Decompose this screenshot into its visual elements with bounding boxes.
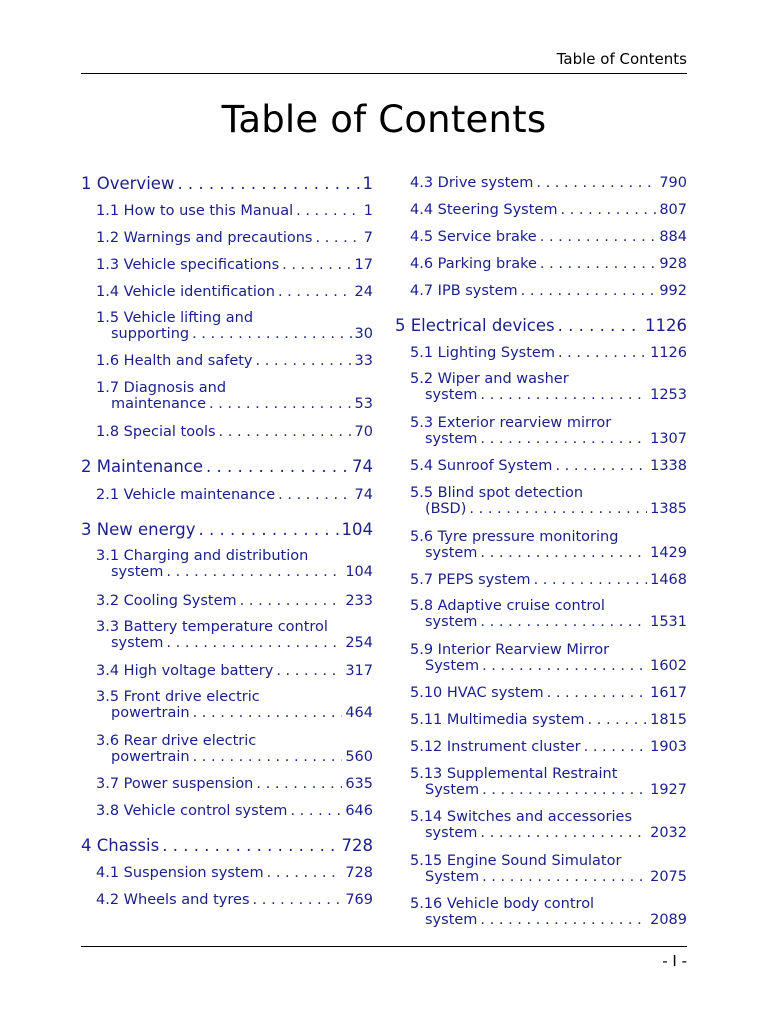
dot-leader: [162, 836, 338, 855]
toc-entry-label: 3.4 High voltage battery: [96, 663, 274, 679]
toc-page-number: 74: [354, 487, 373, 503]
toc-section-entry[interactable]: [395, 739, 687, 755]
toc-section-entry[interactable]: [81, 230, 373, 246]
dot-leader: [278, 487, 351, 503]
toc-section-entry[interactable]: [81, 776, 373, 792]
toc-page-number: 728: [345, 865, 373, 881]
toc-entry-label: 1.3 Vehicle specifications: [96, 257, 280, 273]
toc-entry-label: 5.1 Lighting System: [410, 345, 555, 361]
toc-entry-label: 2 Maintenance: [81, 457, 204, 476]
toc-section-entry[interactable]: [395, 685, 687, 701]
toc-page-number: 1602: [650, 658, 687, 674]
toc-entry-title: 3.6 Rear drive electric: [96, 733, 257, 749]
toc-entry-label: maintenance: [111, 396, 206, 412]
dot-leader: [480, 912, 647, 928]
toc-section-entry[interactable]: [81, 803, 373, 819]
toc-entry-label: System: [425, 869, 480, 885]
toc-page-number: 1927: [650, 782, 687, 798]
toc-entry-title: 5.8 Adaptive cruise control: [410, 598, 605, 614]
dot-leader: [166, 635, 342, 651]
toc-section-entry[interactable]: [81, 353, 373, 369]
toc-entry-label: 4.1 Suspension system: [96, 865, 264, 881]
toc-page-number: 1815: [650, 712, 687, 728]
toc-entry-title: 5.9 Interior Rearview Mirror: [410, 642, 610, 658]
toc-section-entry[interactable]: [395, 345, 687, 361]
dot-leader: [290, 803, 342, 819]
dot-leader: [482, 658, 647, 674]
toc-entry-title: 3.3 Battery temperature control: [96, 619, 328, 635]
toc-entry-label: system: [111, 564, 164, 580]
toc-entry-title: 3.1 Charging and distribution: [96, 548, 309, 564]
toc-page-number: 1385: [650, 501, 687, 517]
toc-entry-label: system: [425, 431, 478, 447]
toc-section-entry[interactable]: [395, 256, 687, 272]
toc-section-entry[interactable]: [81, 865, 373, 881]
toc-page-number: 635: [345, 776, 373, 792]
toc-page-number: 1253: [650, 387, 687, 403]
toc-section-entry[interactable]: [395, 175, 687, 191]
toc-entry-label: 5.11 Multimedia system: [410, 712, 585, 728]
toc-entry-label: 2.1 Vehicle maintenance: [96, 487, 276, 503]
toc-entry-label: 5.10 HVAC system: [410, 685, 544, 701]
toc-section-entry[interactable]: [395, 458, 687, 474]
toc-entry-label: 3.2 Cooling System: [96, 593, 237, 609]
toc-entry-label: 3 New energy: [81, 520, 196, 539]
toc-entry-label: supporting: [111, 326, 190, 342]
dot-leader: [540, 256, 656, 272]
toc-entry-label: 1.4 Vehicle identification: [96, 284, 275, 300]
toc-page-number: 2089: [650, 912, 687, 928]
toc-section-entry[interactable]: [395, 529, 687, 561]
dot-leader: [219, 424, 352, 440]
toc-section-entry[interactable]: [395, 642, 687, 674]
toc-page-number: 1307: [650, 431, 687, 447]
toc-section-entry[interactable]: [395, 485, 687, 517]
toc-section-entry[interactable]: [395, 202, 687, 218]
dot-leader: [540, 229, 657, 245]
dot-leader: [177, 174, 359, 193]
toc-page-number: 560: [345, 749, 373, 765]
toc-entry-title: 3.5 Front drive electric: [96, 689, 260, 705]
toc-section-entry[interactable]: [81, 257, 373, 273]
toc-page-number: 1: [363, 203, 373, 219]
toc-entry-label: 1.6 Health and safety: [96, 353, 253, 369]
toc-page-number: 807: [659, 202, 687, 218]
toc-entry-label: system: [425, 825, 478, 841]
dot-leader: [276, 663, 342, 679]
toc-page-number: 2032: [650, 825, 687, 841]
toc-section-entry[interactable]: [395, 283, 687, 299]
toc-entry-label: 1.8 Special tools: [96, 424, 216, 440]
dot-leader: [555, 458, 647, 474]
toc-entry-label: system: [111, 635, 164, 651]
toc-entry-label: 1.1 How to use this Manual: [96, 203, 294, 219]
dot-leader: [480, 614, 647, 630]
header-rule: [81, 73, 687, 74]
toc-entry-label: powertrain: [111, 705, 190, 721]
dot-leader: [166, 564, 342, 580]
dot-leader: [193, 749, 343, 765]
toc-entry-label: system: [425, 545, 478, 561]
toc-section-entry[interactable]: [81, 380, 373, 412]
toc-section-entry[interactable]: [395, 896, 687, 928]
dot-leader: [296, 203, 361, 219]
toc-chapter-entry[interactable]: [81, 520, 373, 539]
dot-leader: [480, 431, 647, 447]
toc-chapter-entry[interactable]: [395, 316, 687, 335]
dot-leader: [267, 865, 343, 881]
toc-page-number: 992: [659, 283, 687, 299]
toc-entry-title: 5.14 Switches and accessories: [410, 809, 633, 825]
toc-chapter-entry[interactable]: [81, 174, 373, 193]
toc-entry-label: System: [425, 782, 480, 798]
toc-page-number: 1338: [650, 458, 687, 474]
toc-entry-label: 4 Chassis: [81, 836, 160, 855]
toc-section-entry[interactable]: [395, 766, 687, 798]
dot-leader: [198, 520, 338, 539]
toc-section-entry[interactable]: [395, 229, 687, 245]
toc-entry-label: 5.7 PEPS system: [410, 572, 531, 588]
dot-leader: [584, 739, 647, 755]
dot-leader: [558, 345, 647, 361]
toc-section-entry[interactable]: [395, 371, 687, 403]
toc-section-entry[interactable]: [81, 689, 373, 721]
dot-leader: [547, 685, 647, 701]
toc-entry-label: 4.2 Wheels and tyres: [96, 892, 250, 908]
toc-section-entry[interactable]: [395, 415, 687, 447]
toc-entry-label: 4.5 Service brake: [410, 229, 537, 245]
toc-entry-label: System: [425, 658, 480, 674]
dot-leader: [192, 326, 351, 342]
toc-page-number: 317: [345, 663, 373, 679]
toc-page-number: 7: [363, 230, 373, 246]
toc-entry-title: 1.5 Vehicle lifting and: [96, 310, 254, 326]
dot-leader: [534, 572, 648, 588]
toc-section-entry[interactable]: [81, 548, 373, 580]
dot-leader: [206, 457, 349, 476]
dot-leader: [315, 230, 360, 246]
toc-section-entry[interactable]: [81, 593, 373, 609]
toc-page-number: 464: [345, 705, 373, 721]
toc-page-number: 104: [345, 564, 373, 580]
toc-page-number: 1: [362, 174, 373, 193]
toc-entry-label: 5.4 Sunroof System: [410, 458, 553, 474]
dot-leader: [209, 396, 352, 412]
toc-entry-label: system: [425, 912, 478, 928]
toc-chapter-entry[interactable]: [81, 457, 373, 476]
toc-page-number: 790: [659, 175, 687, 191]
toc-section-entry[interactable]: [81, 733, 373, 765]
toc-entry-title: 5.15 Engine Sound Simulator: [410, 853, 622, 869]
dot-leader: [482, 782, 647, 798]
dot-leader: [588, 712, 648, 728]
toc-section-entry[interactable]: [81, 487, 373, 503]
toc-entry-label: system: [425, 614, 478, 630]
dot-leader: [536, 175, 656, 191]
toc-entry-label: 4.4 Steering System: [410, 202, 558, 218]
toc-section-entry[interactable]: [395, 572, 687, 588]
toc-chapter-entry[interactable]: [81, 836, 373, 855]
toc-page-number: 53: [354, 396, 373, 412]
toc-entry-title: 5.16 Vehicle body control: [410, 896, 595, 912]
toc-entry-label: 3.7 Power suspension: [96, 776, 254, 792]
toc-entry-label: 4.7 IPB system: [410, 283, 518, 299]
toc-entry-label: 4.3 Drive system: [410, 175, 534, 191]
dot-leader: [193, 705, 343, 721]
toc-section-entry[interactable]: [395, 598, 687, 630]
toc-page-number: 769: [345, 892, 373, 908]
toc-page-number: 70: [354, 424, 373, 440]
running-header: Table of Contents: [556, 50, 687, 68]
toc-entry-label: 3.8 Vehicle control system: [96, 803, 288, 819]
dot-leader: [480, 825, 647, 841]
toc-page-number: 24: [354, 284, 373, 300]
toc-page-number: 646: [345, 803, 373, 819]
page-number: - I -: [662, 952, 687, 970]
toc-section-entry[interactable]: [81, 284, 373, 300]
toc-section-entry[interactable]: [81, 892, 373, 908]
toc-page-number: 728: [341, 836, 373, 855]
toc-page-number: 30: [354, 326, 373, 342]
dot-leader: [253, 892, 343, 908]
toc-entry-title: 5.2 Wiper and washer: [410, 371, 569, 387]
toc-page-number: 233: [345, 593, 373, 609]
footer-rule: [81, 946, 687, 947]
toc-section-entry[interactable]: [395, 853, 687, 885]
toc-section-entry[interactable]: [81, 663, 373, 679]
toc-entry-label: 5 Electrical devices: [395, 316, 555, 335]
dot-leader: [558, 316, 642, 335]
toc-page-number: 1531: [650, 614, 687, 630]
dot-leader: [482, 869, 647, 885]
dot-leader: [282, 257, 351, 273]
page-title: Table of Contents: [221, 98, 547, 141]
toc-page-number: 1617: [650, 685, 687, 701]
dot-leader: [560, 202, 656, 218]
toc-entry-title: 5.3 Exterior rearview mirror: [410, 415, 612, 431]
toc-section-entry[interactable]: [81, 424, 373, 440]
toc-page-number: 1126: [650, 345, 687, 361]
dot-leader: [240, 593, 343, 609]
toc-page-number: 104: [341, 520, 373, 539]
dot-leader: [469, 501, 647, 517]
toc-section-entry[interactable]: [395, 712, 687, 728]
dot-leader: [256, 776, 342, 792]
toc-section-entry[interactable]: [81, 310, 373, 342]
toc-entry-label: system: [425, 387, 478, 403]
toc-page-number: 254: [345, 635, 373, 651]
toc-entry-label: 1.2 Warnings and precautions: [96, 230, 313, 246]
toc-page-number: 1903: [650, 739, 687, 755]
dot-leader: [278, 284, 352, 300]
toc-page-number: 17: [354, 257, 373, 273]
toc-section-entry[interactable]: [395, 809, 687, 841]
toc-entry-title: 5.6 Tyre pressure monitoring: [410, 529, 619, 545]
dot-leader: [480, 545, 647, 561]
toc-entry-label: powertrain: [111, 749, 190, 765]
toc-page-number: 1429: [650, 545, 687, 561]
toc-entry-title: 5.5 Blind spot detection: [410, 485, 584, 501]
toc-page-number: 74: [352, 457, 373, 476]
toc-page-number: 1468: [650, 572, 687, 588]
toc-entry-label: 5.12 Instrument cluster: [410, 739, 581, 755]
toc-entry-label: 1 Overview: [81, 174, 175, 193]
dot-leader: [256, 353, 352, 369]
dot-leader: [480, 387, 647, 403]
toc-page-number: 884: [659, 229, 687, 245]
toc-page-number: 33: [354, 353, 373, 369]
toc-page-number: 1126: [645, 316, 687, 335]
toc-page-number: 928: [659, 256, 687, 272]
toc-entry-title: 1.7 Diagnosis and: [96, 380, 227, 396]
toc-entry-label: 4.6 Parking brake: [410, 256, 537, 272]
toc-entry-label: (BSD): [425, 501, 467, 517]
toc-section-entry[interactable]: [81, 619, 373, 651]
dot-leader: [521, 283, 657, 299]
toc-page-number: 2075: [650, 869, 687, 885]
toc-section-entry[interactable]: [81, 203, 373, 219]
toc-entry-title: 5.13 Supplemental Restraint: [410, 766, 618, 782]
